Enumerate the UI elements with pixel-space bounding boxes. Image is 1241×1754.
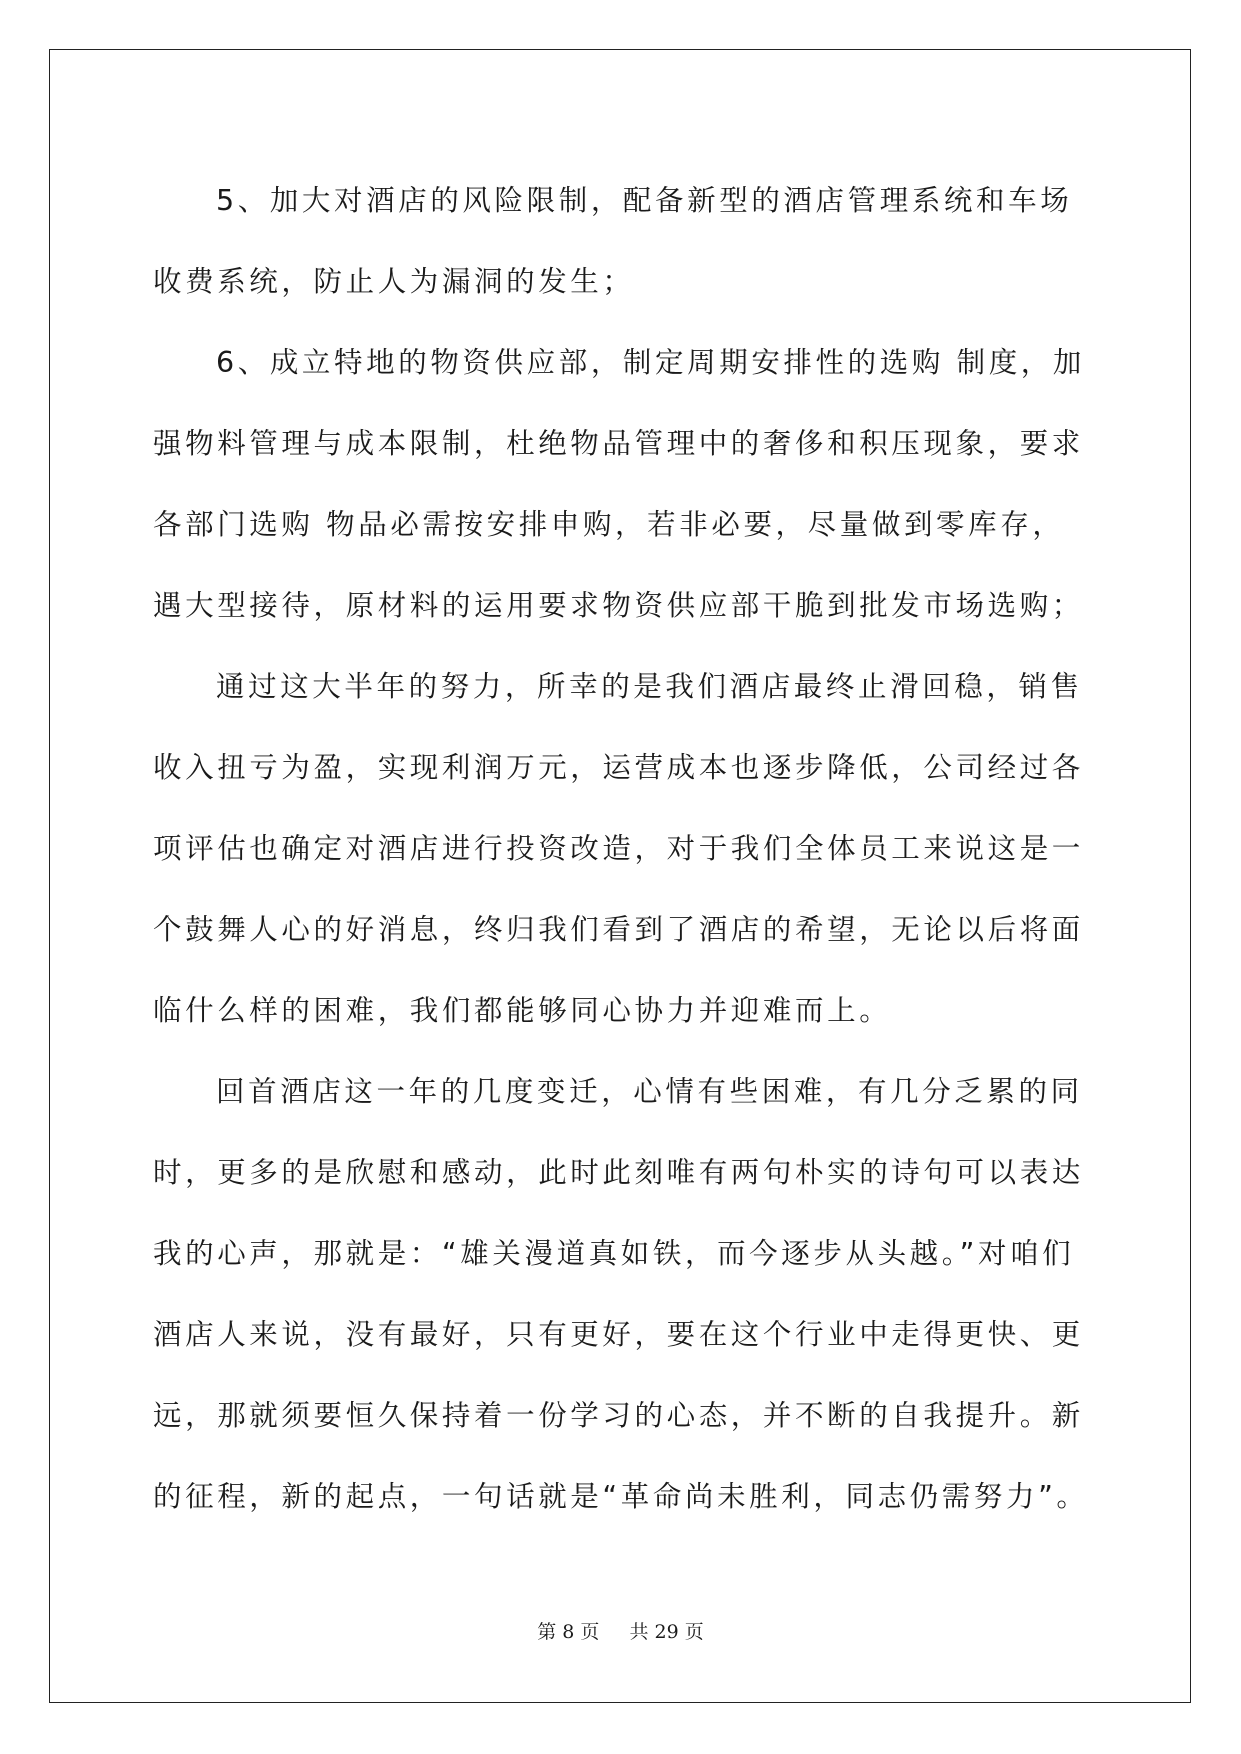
page-footer (0, 1617, 1241, 1644)
paragraph-reflection: 回首酒店这一年的几度变迁，心情有些困难，有几分乏累的同时，更多的是欣慰和感动，此时此刻唯有两句朴实的诗句可以表达我的心声，那就是：“雄关漫道真如铁，而今逐步从头越。”对咱们酒店人来说，没有最好，只有更好，要在这个行业中走得更快、更远，那就须要恒久保持着一份学习的心态，并不断的自我提升。新的征程，新的起点，一句话就是“革命尚未胜利，同志仍需努力”。 (153, 1075, 1089, 1513)
paragraph-results: 通过这大半年的努力，所幸的是我们酒店最终止滑回稳，销售收入扭亏为盈，实现利润万元，运营成本也逐步降低，公司经过各项评估也确定对酒店进行投资改造，对于我们全体员工来说这是一个鼓舞人心的好消息，终归我们看到了酒店的希望，无论以后将面临什么样的困难，我们都能够同心协力并迎难而上。 (153, 670, 1084, 1027)
paragraph-risk-control: 5、加大对酒店的风险限制，配备新型的酒店管理系统和车场收费系统，防止人为漏洞的发生； (153, 184, 1073, 298)
page-number: 第 8 页 (537, 1621, 600, 1643)
page-total: 共 29 页 (629, 1621, 704, 1643)
document-body (153, 160, 1093, 1537)
paragraph-supply-department: 6、成立特地的物资供应部，制定周期安排性的选购 制度，加强物料管理与成本限制，杜绝物品管理中的奢侈和积压现象，要求各部门选购 物品必需按安排申购，若非必要，尽量做到零库存，遇大型接待，原材料的运用要求物资供应部干脆到批发市场选购； (153, 346, 1085, 622)
